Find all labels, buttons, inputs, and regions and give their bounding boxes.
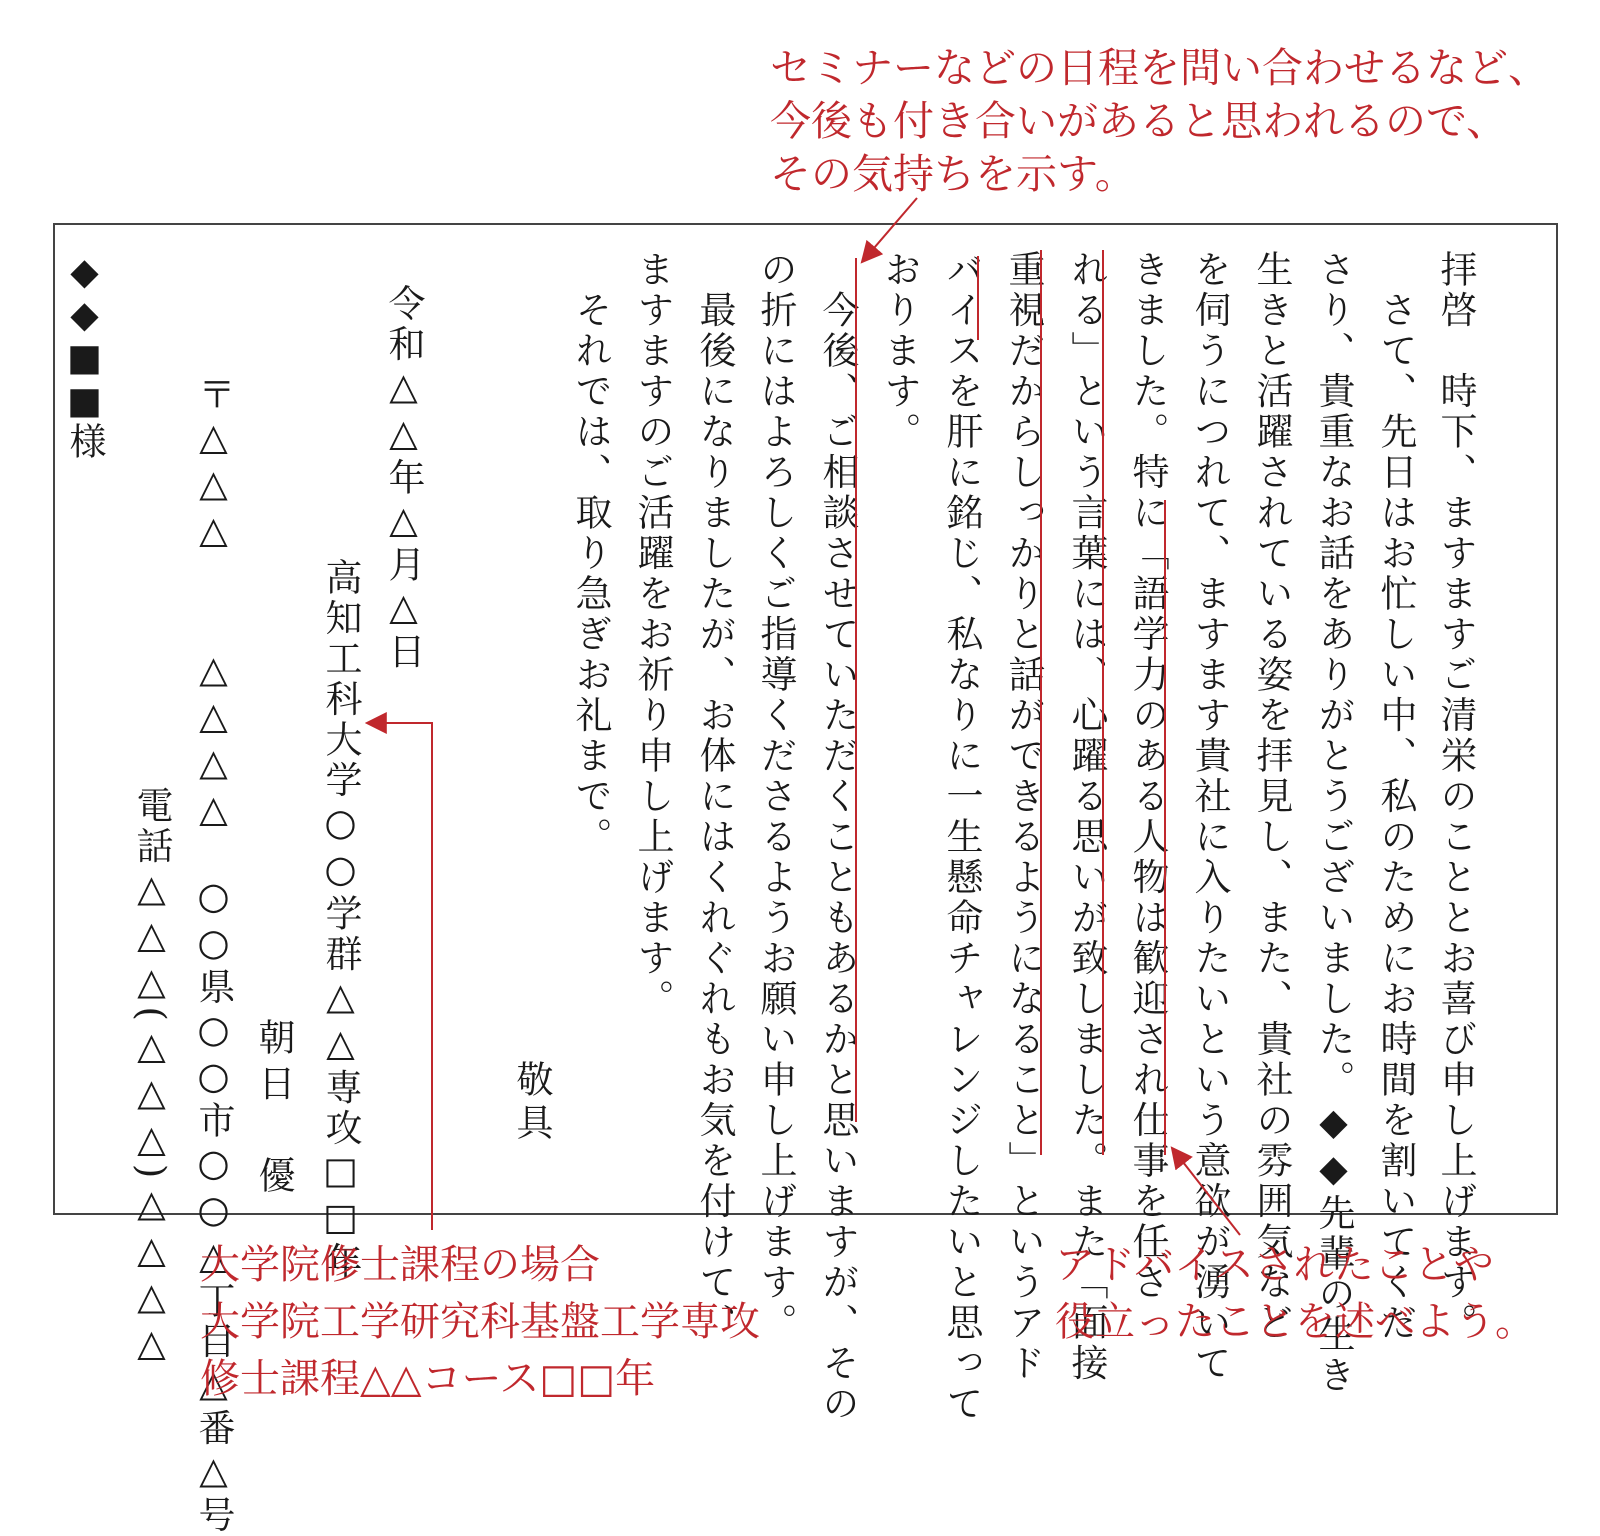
letter-column-4: 生きと活躍されている姿を拝見し、また、貴社の雰囲気など bbox=[1250, 250, 1293, 1344]
annotation-bottom-right-line-2: 役立ったことを述べよう。 bbox=[1055, 1299, 1535, 1345]
sender-address: △△△△ ○○県○○市○○△丁目△番△号 bbox=[192, 648, 235, 1536]
annotation-top-line-2: 今後も付き合いがあると思われるので、 bbox=[770, 97, 1508, 145]
letter-date: 令和△△年△月△日 bbox=[382, 284, 425, 673]
letter-column-2: さて、先日はお忙しい中、私のためにお時間を割いてくだ bbox=[1374, 250, 1417, 1344]
annotation-bottom-left-line-2: 大学院工学研究科基盤工学専攻 bbox=[200, 1299, 760, 1345]
letter-column-13: 最後になりましたが、お体にはくれぐれもお気を付けて、 bbox=[693, 250, 736, 1344]
arrow-top-callout bbox=[862, 198, 917, 262]
letter-column-14: ますますのご活躍をお祈り申し上げます。 bbox=[631, 250, 674, 1020]
annotation-bottom-right bbox=[1055, 1237, 1535, 1351]
sender-phone: 電話△△△(△△△)△△△△ bbox=[130, 786, 173, 1368]
letter-column-10: おります。 bbox=[878, 250, 921, 453]
annotation-top-line-1: セミナーなどの日程を問い合わせるなど、 bbox=[770, 44, 1549, 92]
letter-column-1: 拝啓 時下、ますますご清栄のこととお喜び申し上げます。 bbox=[1434, 250, 1477, 1344]
arrow-bottom-right-callout bbox=[1172, 1148, 1240, 1235]
letter-column-8: 重視だからしっかりと話ができるようになること」というアド bbox=[1002, 250, 1045, 1384]
annotation-bottom-left-line-1: 大学院修士課程の場合 bbox=[200, 1242, 600, 1288]
sender-school: 高知工科大学○○学群△△専攻□□年 bbox=[319, 558, 362, 1283]
sender-postal-code: 〒△△△ bbox=[192, 375, 235, 555]
annotation-bottom-left bbox=[200, 1237, 760, 1408]
sender-name: 朝日 優 bbox=[252, 1018, 295, 1202]
closing-keigu: 敬具 bbox=[510, 1060, 553, 1146]
letter-column-5: を伺うにつれて、ますます貴社に入りたいという意欲が湧いて bbox=[1188, 250, 1231, 1384]
letter-column-12: の折にはよろしくご指導くださるようお願い申し上げます。 bbox=[754, 250, 797, 1344]
letter-column-6: きました。特に「語学力のある人物は歓迎され仕事を任さ bbox=[1126, 250, 1169, 1303]
letter-column-9: バイスを肝に銘じ、私なりに一生懸命チャレンジしたいと思って bbox=[940, 250, 983, 1425]
arrow-bottom-left-callout bbox=[367, 723, 432, 1230]
letter-column-3: さり、貴重なお話をありがとうございました。◆◆先輩の生き bbox=[1312, 250, 1355, 1396]
annotation-bottom-right-line-1: アドバイスされたことや bbox=[1055, 1242, 1494, 1288]
letter-column-15: それでは、取り急ぎお礼まで。 bbox=[569, 250, 612, 858]
addressee: ◆◆■■様 bbox=[63, 250, 106, 459]
annotation-top-line-3: その気持ちを示す。 bbox=[770, 150, 1136, 198]
annotation-bottom-left-line-3: 修士課程△△コース□□年 bbox=[200, 1356, 656, 1402]
letter-column-11: 今後、ご相談させていただくこともあるかと思いますが、その bbox=[816, 250, 859, 1425]
letter-column-7: れる」という言葉には、心躍る思いが致しました。また「面接 bbox=[1065, 250, 1108, 1384]
